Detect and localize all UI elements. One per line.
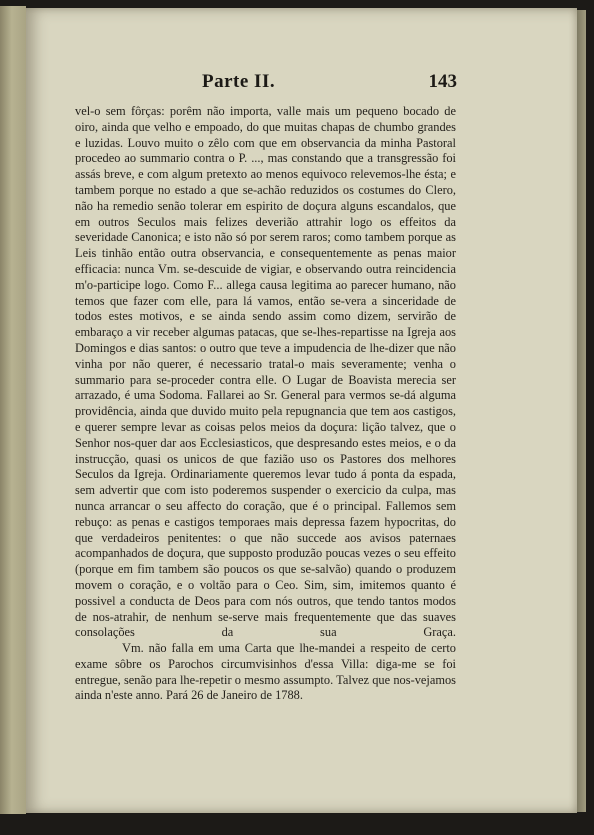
- page-header: [202, 71, 457, 97]
- facing-page-edge: [0, 6, 26, 814]
- body-text: [75, 104, 456, 704]
- running-head: Parte II.: [202, 71, 276, 92]
- page-number: 143: [428, 71, 457, 92]
- paragraph: vel-o sem fôrças: porêm não importa, valle mais um pequeno bocado de oiro, ainda que velho e empoado, do que muitas chapas de chumbo grandes e luzidas. Louvo muito o zêlo com que em observancia da minha Pastoral procedeo ao summario contra o P. ..., mas constando que a transgressão foi assás breve, e com algum pretexto ao menos equivoco relevemos-lhe ésta; e tambem porque no estado a que se-achão reduzidos os costumes do Clero, não ha remedio senão tolerar em espirito de doçura alguns escandalos, que em outros Seculos mais felizes deverião attrahir logo os effeitos da severidade Canonica; e isto não só por serem raros; como tambem porque as Leis tinhão então outra observancia, e consequentemente as penas maior efficacia: nunca Vm. se-descuide de vigiar, e observando outra reincidencia m'o-participe logo. Como F... allega causa legitima ao parecer humano, não temos que fazer com elle, para lá vamos, então se-vera a sinceridade de todos estes motivos, e se ainda sendo assim como dizem, servirão de embaraço a vir receber algumas patacas, que se-lhes-repartisse na Igreja aos Domingos e dias santos: o outro que teve a impudencia de lhe-dizer que não vinha por não querer, é necessario tratal-o mais severamente; venha o summario para se-proceder contra elle. O Lugar de Boavista merecia ser arrazado, é uma Sodoma. Fallarei ao Sr. General para vermos se-dá alguma providência, ainda que duvido muito pela repugnancia que tem aos castigos, e querer sempre levar as coisas pelos meios da doçura: lição talvez, que o Senhor nos-quer dar aos Ecclesiasticos, que despresando estes meios, e o da instrucção, quasi os unicos de que fazião uso os Pastores dos melhores Seculos da Igreja. Ordinariamente queremos levar tudo á ponta da espada, sem advertir que com isto poderemos suspender o exercicio da culpa, mas nunca arrancar o seu affecto do coração, que é o principal. Fallemos sem rebuço: as penas e castigos temporaes mais depressa fazem hypocritas, do que verdadeiros penitentes: o que não succede aos avisos paternaes acompanhados de doçura, que supposto produzão poucas vezes o seu effeito (porque em fim tambem são poucos os que se-salvão) quando o produzem movem o coração, e o voltão para o Ceo. Sim, sim, imitemos quanto é possivel a conducta de Deos para com nós outros, que tendo tantos modos de nos-atrahir, de nenhum se-serve mais frequentemente que das suaves consolações da sua Graça.: [75, 104, 456, 640]
- page-edge: [577, 10, 586, 812]
- paragraph: Vm. não falla em uma Carta que lhe-mandei a respeito de certo exame sôbre os Parochos circumvisinhos d'essa Villa: diga-me se foi entregue, senão para lhe-repetir o mesmo assumpto. Talvez que nos-vejamos ainda n'este anno. Pará 26 de Janeiro de 1788.: [75, 641, 456, 703]
